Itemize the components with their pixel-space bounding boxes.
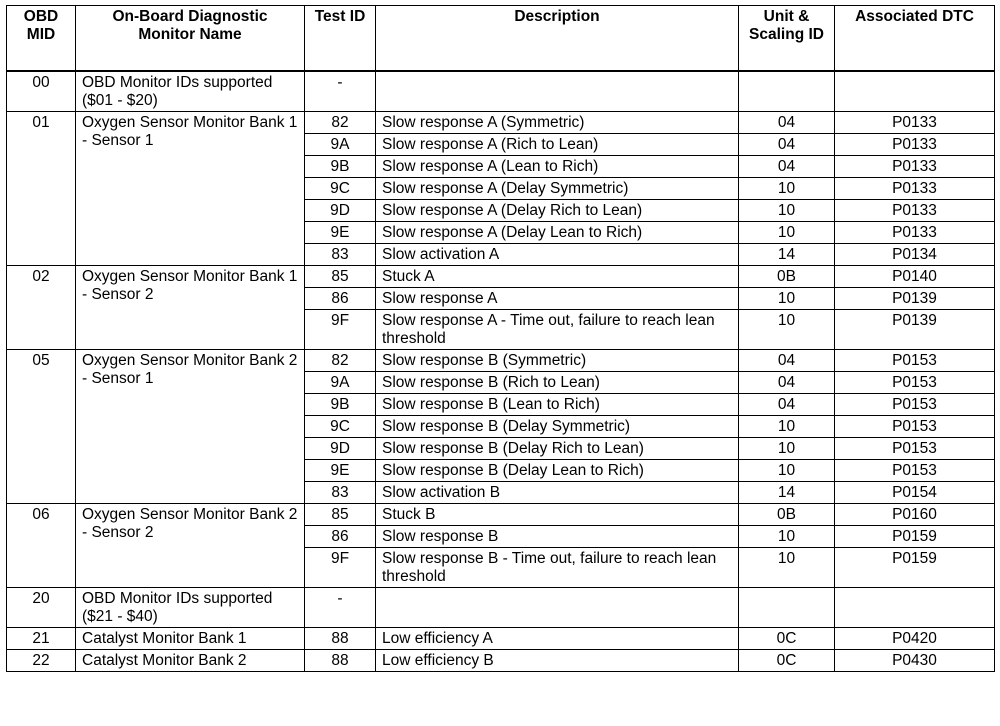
description-cell — [376, 588, 739, 628]
obd-mid-cell: 06 — [7, 504, 76, 588]
obd-mid-cell: 01 — [7, 112, 76, 266]
obd-mid-cell: 05 — [7, 350, 76, 504]
associated-dtc-cell: P0153 — [835, 350, 995, 372]
associated-dtc-cell: P0140 — [835, 266, 995, 288]
associated-dtc-cell: P0133 — [835, 178, 995, 200]
unit-scaling-id-cell: 0C — [739, 650, 835, 672]
table-row — [7, 628, 995, 650]
column-header-monitor-name: On-Board Diagnostic Monitor Name — [76, 6, 305, 72]
test-id-cell: 9F — [305, 548, 376, 588]
test-id-cell: 9A — [305, 134, 376, 156]
monitor-name-cell: OBD Monitor IDs supported ($21 - $40) — [76, 588, 305, 628]
unit-scaling-id-cell: 04 — [739, 394, 835, 416]
description-cell: Stuck A — [376, 266, 739, 288]
unit-scaling-id-cell: 10 — [739, 416, 835, 438]
unit-scaling-id-cell: 10 — [739, 178, 835, 200]
test-id-cell: 86 — [305, 288, 376, 310]
obd-mid-cell: 22 — [7, 650, 76, 672]
monitor-name-cell: Oxygen Sensor Monitor Bank 2 - Sensor 2 — [76, 504, 305, 588]
unit-scaling-id-cell: 04 — [739, 350, 835, 372]
column-header-associated-dtc: Associated DTC — [835, 6, 995, 72]
description-cell: Slow response B — [376, 526, 739, 548]
test-id-cell: 88 — [305, 628, 376, 650]
description-cell: Slow response A (Rich to Lean) — [376, 134, 739, 156]
obd-mid-cell: 20 — [7, 588, 76, 628]
table-header — [7, 6, 995, 72]
associated-dtc-cell: P0159 — [835, 526, 995, 548]
associated-dtc-cell: P0133 — [835, 112, 995, 134]
associated-dtc-cell: P0430 — [835, 650, 995, 672]
monitor-name-cell: Oxygen Sensor Monitor Bank 2 - Sensor 1 — [76, 350, 305, 504]
description-cell: Slow response B (Lean to Rich) — [376, 394, 739, 416]
test-id-cell: 9D — [305, 438, 376, 460]
associated-dtc-cell: P0139 — [835, 310, 995, 350]
description-cell: Low efficiency A — [376, 628, 739, 650]
associated-dtc-cell: P0153 — [835, 372, 995, 394]
unit-scaling-id-cell: 10 — [739, 438, 835, 460]
description-cell: Stuck B — [376, 504, 739, 526]
associated-dtc-cell: P0133 — [835, 156, 995, 178]
unit-scaling-id-cell: 0B — [739, 266, 835, 288]
associated-dtc-cell: P0153 — [835, 460, 995, 482]
description-cell: Slow response A (Lean to Rich) — [376, 156, 739, 178]
obd-test-table — [6, 5, 995, 672]
unit-scaling-id-cell — [739, 71, 835, 112]
test-id-cell: 9C — [305, 178, 376, 200]
description-cell: Slow response B (Delay Rich to Lean) — [376, 438, 739, 460]
associated-dtc-cell: P0153 — [835, 438, 995, 460]
unit-scaling-id-cell: 04 — [739, 156, 835, 178]
table-row — [7, 112, 995, 134]
unit-scaling-id-cell: 04 — [739, 112, 835, 134]
description-cell: Slow response B (Delay Lean to Rich) — [376, 460, 739, 482]
associated-dtc-cell: P0133 — [835, 200, 995, 222]
associated-dtc-cell: P0153 — [835, 416, 995, 438]
description-cell: Slow response B (Rich to Lean) — [376, 372, 739, 394]
monitor-name-cell: OBD Monitor IDs supported ($01 - $20) — [76, 71, 305, 112]
unit-scaling-id-cell: 0C — [739, 628, 835, 650]
associated-dtc-cell: P0133 — [835, 222, 995, 244]
associated-dtc-cell: P0153 — [835, 394, 995, 416]
monitor-name-cell: Catalyst Monitor Bank 1 — [76, 628, 305, 650]
description-cell — [376, 71, 739, 112]
unit-scaling-id-cell: 14 — [739, 244, 835, 266]
associated-dtc-cell: P0420 — [835, 628, 995, 650]
associated-dtc-cell — [835, 71, 995, 112]
unit-scaling-id-cell: 04 — [739, 372, 835, 394]
column-header-obd-mid: OBD MID — [7, 6, 76, 72]
unit-scaling-id-cell: 10 — [739, 310, 835, 350]
description-cell: Slow response B (Delay Symmetric) — [376, 416, 739, 438]
table-row — [7, 350, 995, 372]
description-cell: Slow activation A — [376, 244, 739, 266]
test-id-cell: 9E — [305, 222, 376, 244]
description-cell: Slow response A (Delay Lean to Rich) — [376, 222, 739, 244]
test-id-cell: 83 — [305, 244, 376, 266]
unit-scaling-id-cell: 10 — [739, 548, 835, 588]
description-cell: Slow response A (Delay Symmetric) — [376, 178, 739, 200]
test-id-cell: 82 — [305, 350, 376, 372]
associated-dtc-cell: P0139 — [835, 288, 995, 310]
test-id-cell: 88 — [305, 650, 376, 672]
test-id-cell: 86 — [305, 526, 376, 548]
description-cell: Slow activation B — [376, 482, 739, 504]
table-row — [7, 71, 995, 112]
table-row — [7, 266, 995, 288]
associated-dtc-cell: P0159 — [835, 548, 995, 588]
test-id-cell: 9A — [305, 372, 376, 394]
associated-dtc-cell: P0133 — [835, 134, 995, 156]
obd-mid-cell: 21 — [7, 628, 76, 650]
column-header-unit-scaling-id: Unit & Scaling ID — [739, 6, 835, 72]
description-cell: Slow response A — [376, 288, 739, 310]
column-header-test-id: Test ID — [305, 6, 376, 72]
monitor-name-cell: Oxygen Sensor Monitor Bank 1 - Sensor 1 — [76, 112, 305, 266]
test-id-cell: 9D — [305, 200, 376, 222]
unit-scaling-id-cell: 10 — [739, 200, 835, 222]
unit-scaling-id-cell: 10 — [739, 460, 835, 482]
description-cell: Slow response A (Delay Rich to Lean) — [376, 200, 739, 222]
obd-mid-cell: 02 — [7, 266, 76, 350]
unit-scaling-id-cell: 10 — [739, 222, 835, 244]
test-id-cell: 9C — [305, 416, 376, 438]
test-id-cell: 82 — [305, 112, 376, 134]
table-row — [7, 650, 995, 672]
test-id-cell: 9E — [305, 460, 376, 482]
unit-scaling-id-cell: 10 — [739, 288, 835, 310]
description-cell: Slow response A - Time out, failure to reach lean threshold — [376, 310, 739, 350]
associated-dtc-cell: P0134 — [835, 244, 995, 266]
associated-dtc-cell: P0154 — [835, 482, 995, 504]
test-id-cell: 9F — [305, 310, 376, 350]
unit-scaling-id-cell: 0B — [739, 504, 835, 526]
description-cell: Slow response A (Symmetric) — [376, 112, 739, 134]
test-id-cell: 9B — [305, 156, 376, 178]
table-row — [7, 504, 995, 526]
header-row — [7, 6, 995, 72]
unit-scaling-id-cell: 10 — [739, 526, 835, 548]
associated-dtc-cell — [835, 588, 995, 628]
test-id-cell: - — [305, 588, 376, 628]
column-header-description: Description — [376, 6, 739, 72]
associated-dtc-cell: P0160 — [835, 504, 995, 526]
unit-scaling-id-cell: 04 — [739, 134, 835, 156]
test-id-cell: 83 — [305, 482, 376, 504]
monitor-name-cell: Oxygen Sensor Monitor Bank 1 - Sensor 2 — [76, 266, 305, 350]
obd-mid-cell: 00 — [7, 71, 76, 112]
test-id-cell: 9B — [305, 394, 376, 416]
monitor-name-cell: Catalyst Monitor Bank 2 — [76, 650, 305, 672]
description-cell: Slow response B (Symmetric) — [376, 350, 739, 372]
description-cell: Low efficiency B — [376, 650, 739, 672]
table-row — [7, 588, 995, 628]
unit-scaling-id-cell: 14 — [739, 482, 835, 504]
unit-scaling-id-cell — [739, 588, 835, 628]
table-body — [7, 71, 995, 672]
description-cell: Slow response B - Time out, failure to reach lean threshold — [376, 548, 739, 588]
test-id-cell: 85 — [305, 266, 376, 288]
test-id-cell: 85 — [305, 504, 376, 526]
test-id-cell: - — [305, 71, 376, 112]
